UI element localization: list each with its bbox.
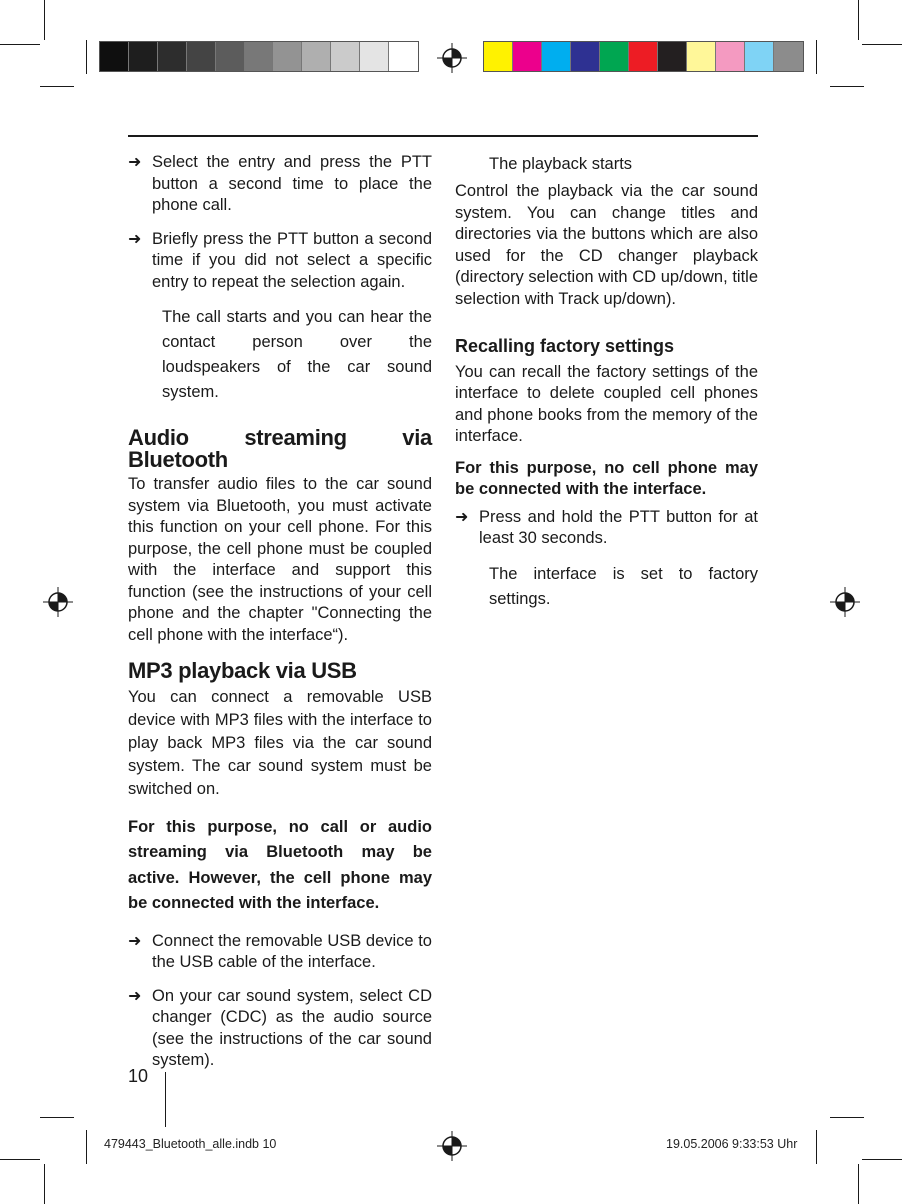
body-paragraph: You can connect a removable USB device with MP3 files with the interface to play back MP3 files via the car sound system. The car sound system must be switched on.: [128, 687, 432, 798]
right-column: [455, 152, 758, 612]
grayscale-swatch: [129, 42, 158, 71]
arrow-icon: ➜: [128, 230, 142, 248]
section-heading: Recalling factory settings: [455, 336, 675, 356]
process-color-bar: [483, 41, 804, 72]
body-paragraph: Control the playback via the car sound system. You can change titles and directories via the buttons which are also used for the CD changer playback (directory selection with CD up/down, title selection with Track up/down).: [455, 182, 758, 308]
instruction-step: ➜ On your car sound system, select CD changer (CDC) as the audio source (see the instructions of the car sound system).: [128, 986, 432, 1069]
grayscale-swatch: [360, 42, 389, 71]
grayscale-swatch: [245, 42, 274, 71]
crop-mark: [862, 44, 902, 45]
crop-mark: [858, 0, 859, 40]
process-color-swatch: [484, 42, 513, 71]
arrow-icon: ➜: [128, 987, 142, 1005]
step-result: The call starts and you can hear the contact person over the loudspeakers of the car sound system.: [162, 308, 432, 401]
process-color-swatch: [745, 42, 774, 71]
crop-mark: [816, 1130, 817, 1164]
grayscale-swatch: [187, 42, 216, 71]
crop-mark: [858, 1164, 859, 1204]
bold-note: For this purpose, no cell phone may be connected with the interface.: [455, 458, 758, 498]
page-edge-line: [165, 1072, 166, 1127]
registration-mark-icon: [437, 43, 467, 73]
grayscale-swatch: [273, 42, 302, 71]
grayscale-swatch: [389, 42, 418, 71]
page-number: 10: [128, 1066, 149, 1086]
slug-timestamp: 19.05.2006 9:33:53 Uhr: [666, 1137, 798, 1151]
arrow-icon: ➜: [128, 154, 142, 171]
crop-mark: [86, 40, 87, 74]
process-color-swatch: [687, 42, 716, 71]
step-result: The interface is set to factory settings.: [489, 564, 758, 608]
crop-mark: [816, 40, 817, 74]
process-color-swatch: [513, 42, 542, 71]
crop-mark: [862, 1159, 902, 1160]
crop-mark: [86, 1130, 87, 1164]
crop-mark: [0, 1159, 40, 1160]
grayscale-color-bar: [99, 41, 419, 72]
process-color-swatch: [774, 42, 803, 71]
instruction-step: ➜ Briefly press the PTT button a second time if you did not select a specific entry to repeat the selection again.: [128, 229, 432, 291]
left-column: [128, 152, 432, 1072]
arrow-icon: ➜: [455, 508, 469, 526]
step-result: The playback starts: [489, 155, 633, 173]
instruction-step: ➜ Connect the removable USB device to the USB cable of the interface.: [128, 931, 432, 971]
grayscale-swatch: [100, 42, 129, 71]
process-color-swatch: [658, 42, 687, 71]
grayscale-swatch: [331, 42, 360, 71]
grayscale-swatch: [302, 42, 331, 71]
crop-mark: [0, 44, 40, 45]
crop-mark: [830, 1117, 864, 1118]
crop-mark: [44, 1164, 45, 1204]
process-color-swatch: [629, 42, 658, 71]
arrow-icon: ➜: [128, 932, 142, 950]
registration-mark-icon: [830, 587, 860, 617]
registration-mark-icon: [43, 587, 73, 617]
body-paragraph: You can recall the factory settings of the interface to delete coupled cell phones and phone books from the memory of the interface.: [455, 362, 758, 445]
section-heading: Audio streaming via Bluetooth: [128, 425, 432, 472]
grayscale-swatch: [158, 42, 187, 71]
process-color-swatch: [542, 42, 571, 71]
crop-mark: [44, 0, 45, 40]
process-color-swatch: [716, 42, 745, 71]
slug-filename: 479443_Bluetooth_alle.indb 10: [104, 1137, 277, 1151]
bold-note: For this purpose, no call or audio streaming via Bluetooth may be active. However, the cell phone may be connected with the interface.: [128, 817, 432, 912]
process-color-swatch: [600, 42, 629, 71]
header-rule: [128, 135, 758, 137]
crop-mark: [830, 86, 864, 87]
crop-mark: [40, 1117, 74, 1118]
instruction-step: ➜ Press and hold the PTT button for at least 30 seconds.: [455, 507, 758, 547]
registration-mark-icon: [437, 1131, 467, 1161]
body-paragraph: To transfer audio files to the car sound system via Bluetooth, you must activate this function on your cell phone. For this purpose, the cell phone must be coupled with the interface and support this function (see the instructions of your cell phone and the chapter "Connecting the cell phone with the interface“).: [128, 475, 432, 644]
grayscale-swatch: [216, 42, 245, 71]
crop-mark: [40, 86, 74, 87]
instruction-step: ➜ Select the entry and press the PTT button a second time to place the phone call.: [128, 153, 432, 214]
section-heading: MP3 playback via USB: [128, 658, 357, 683]
process-color-swatch: [571, 42, 600, 71]
